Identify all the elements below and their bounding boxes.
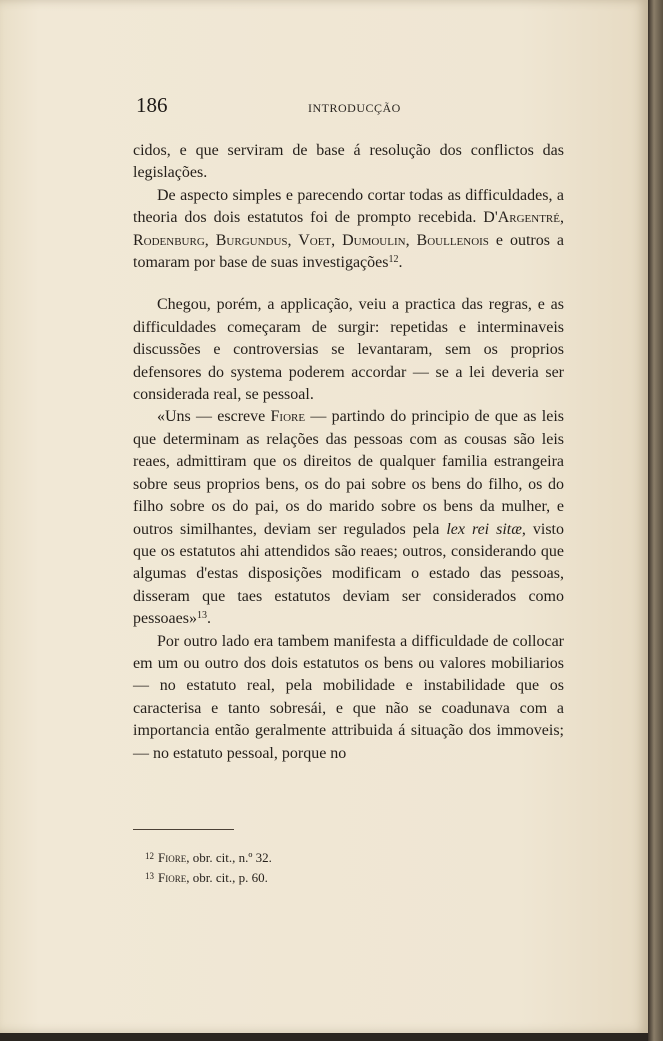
footnote-ref-13: 13 — [196, 610, 207, 622]
latin-phrase: lex rei sitæ — [446, 520, 522, 538]
running-head: INTRODUCÇÃO — [308, 101, 401, 115]
paragraph-1: cidos, e que serviram de base á resolução dos conflictos das legislações. — [133, 142, 564, 182]
footnote-12: $^{12}$ Fiore, obr. cit., n.º 32. — [145, 850, 272, 865]
footnote-ref-12: 12 — [388, 254, 399, 266]
paragraph-gap — [133, 274, 564, 294]
page-header — [136, 93, 564, 119]
page-number: 186 — [136, 93, 168, 117]
footnotes — [145, 847, 545, 887]
page-edge — [648, 0, 663, 1041]
author-names: D'Argentré, Rodenburg, Burgundus, Voet, Dumoulin, Boullenois — [133, 209, 564, 249]
body-text — [133, 140, 564, 765]
paragraph-2: De aspecto simples e parecendo cortar todas as difficuldades, a theoria dos dois estatutos foi de prompto recebida. D'Argentré, Rodenburg, Burgundus, Voet, Dumoulin, Boullenois e outros a tomaram por base de suas investigações$^{12}$. — [133, 186, 565, 272]
footnote-13: $^{13}$ Fiore, obr. cit., p. 60. — [145, 870, 268, 885]
author-fiore: Fiore — [270, 408, 306, 426]
paragraph-5: Por outro lado era tambem manifesta a difficuldade de collocar em um ou outro dos dois estatutos os bens ou valores mobiliarios — no estatuto real, pela mobilidade e instabilidade que os caracterisa e tanto sobresái, e que não se coadunava com a importancia então geralmente attribuida á situação dos immoveis; — no estatuto pessoal, porque no — [133, 632, 564, 762]
paragraph-3: Chegou, porém, a applicação, veiu a practica das regras, e as difficuldades começaram de surgir: repetidas e interminaveis discussões e controversias se levantaram, sem os proprios defensores do systema poderem accordar — se a lei deveria ser considerada real, se pessoal. — [133, 296, 564, 404]
footnote-divider — [133, 829, 234, 830]
paragraph-4: «Uns — escreve Fiore — partindo do principio de que as leis que determinam as relações das pessoas com as cousas são leis reaes, admittiram que os direitos de qualquer familia estrangeira sobre seus proprios bens, os do pai sobre os bens do filho, os do filho sobre os do pai, os do marido sobre os bens da mulher, e outros similhantes, deviam ser regulados pela lex rei sitæ, visto que os estatutos ahi attendidos são reaes; outros, considerando que algumas d'estas disposições modificam o estado das pessoas, disseram que taes estatutos deviam ser considerados como pessoaes»$^{13}$. — [133, 408, 564, 628]
